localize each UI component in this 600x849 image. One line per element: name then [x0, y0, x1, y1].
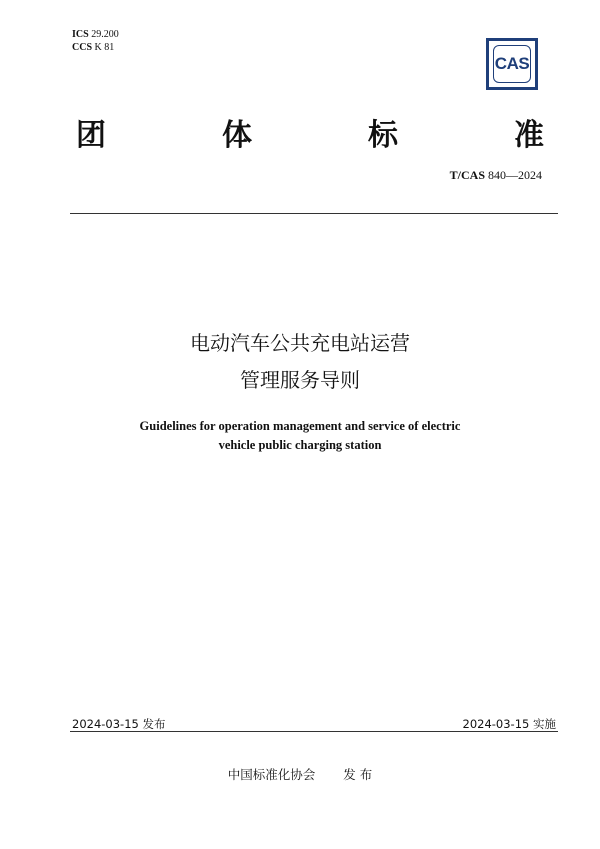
bottom-divider [70, 731, 558, 732]
cas-logo-frame [493, 45, 531, 83]
standard-prefix: T/CAS [449, 168, 485, 182]
publisher-name: 中国标准化协会 [227, 767, 316, 782]
heading-char-1: 团 [76, 118, 106, 153]
english-title-line-1: Guidelines for operation management and service of electric [139, 419, 461, 433]
ics-value: 29.200 [91, 29, 119, 40]
ics-label: ICS [72, 29, 89, 40]
ccs-value: K 81 [94, 42, 115, 53]
classification-codes [72, 28, 119, 54]
standard-number [450, 168, 542, 183]
implement-date: 2024-03-15 实施 [462, 717, 556, 731]
english-title-line-2: vehicle public charging station [218, 438, 382, 452]
cas-logo [486, 38, 538, 90]
publisher [0, 765, 600, 783]
publisher-action: 发 布 [343, 767, 373, 782]
heading-char-2: 体 [222, 118, 252, 153]
ics-line [72, 28, 119, 41]
chinese-title-line-2: 管理服务导则 [240, 368, 360, 392]
ccs-line [72, 41, 119, 54]
top-divider [70, 213, 558, 214]
chinese-title-line-1: 电动汽车公共充电站运营 [190, 331, 410, 355]
document-type-heading [76, 110, 544, 154]
publish-date: 2024-03-15 发布 [72, 717, 166, 731]
cas-logo-text: CAS [494, 54, 530, 73]
heading-char-3: 标 [368, 118, 398, 153]
standard-number-value: 840—2024 [488, 168, 542, 182]
ccs-label: CCS [72, 42, 93, 53]
heading-char-4: 准 [514, 118, 544, 153]
